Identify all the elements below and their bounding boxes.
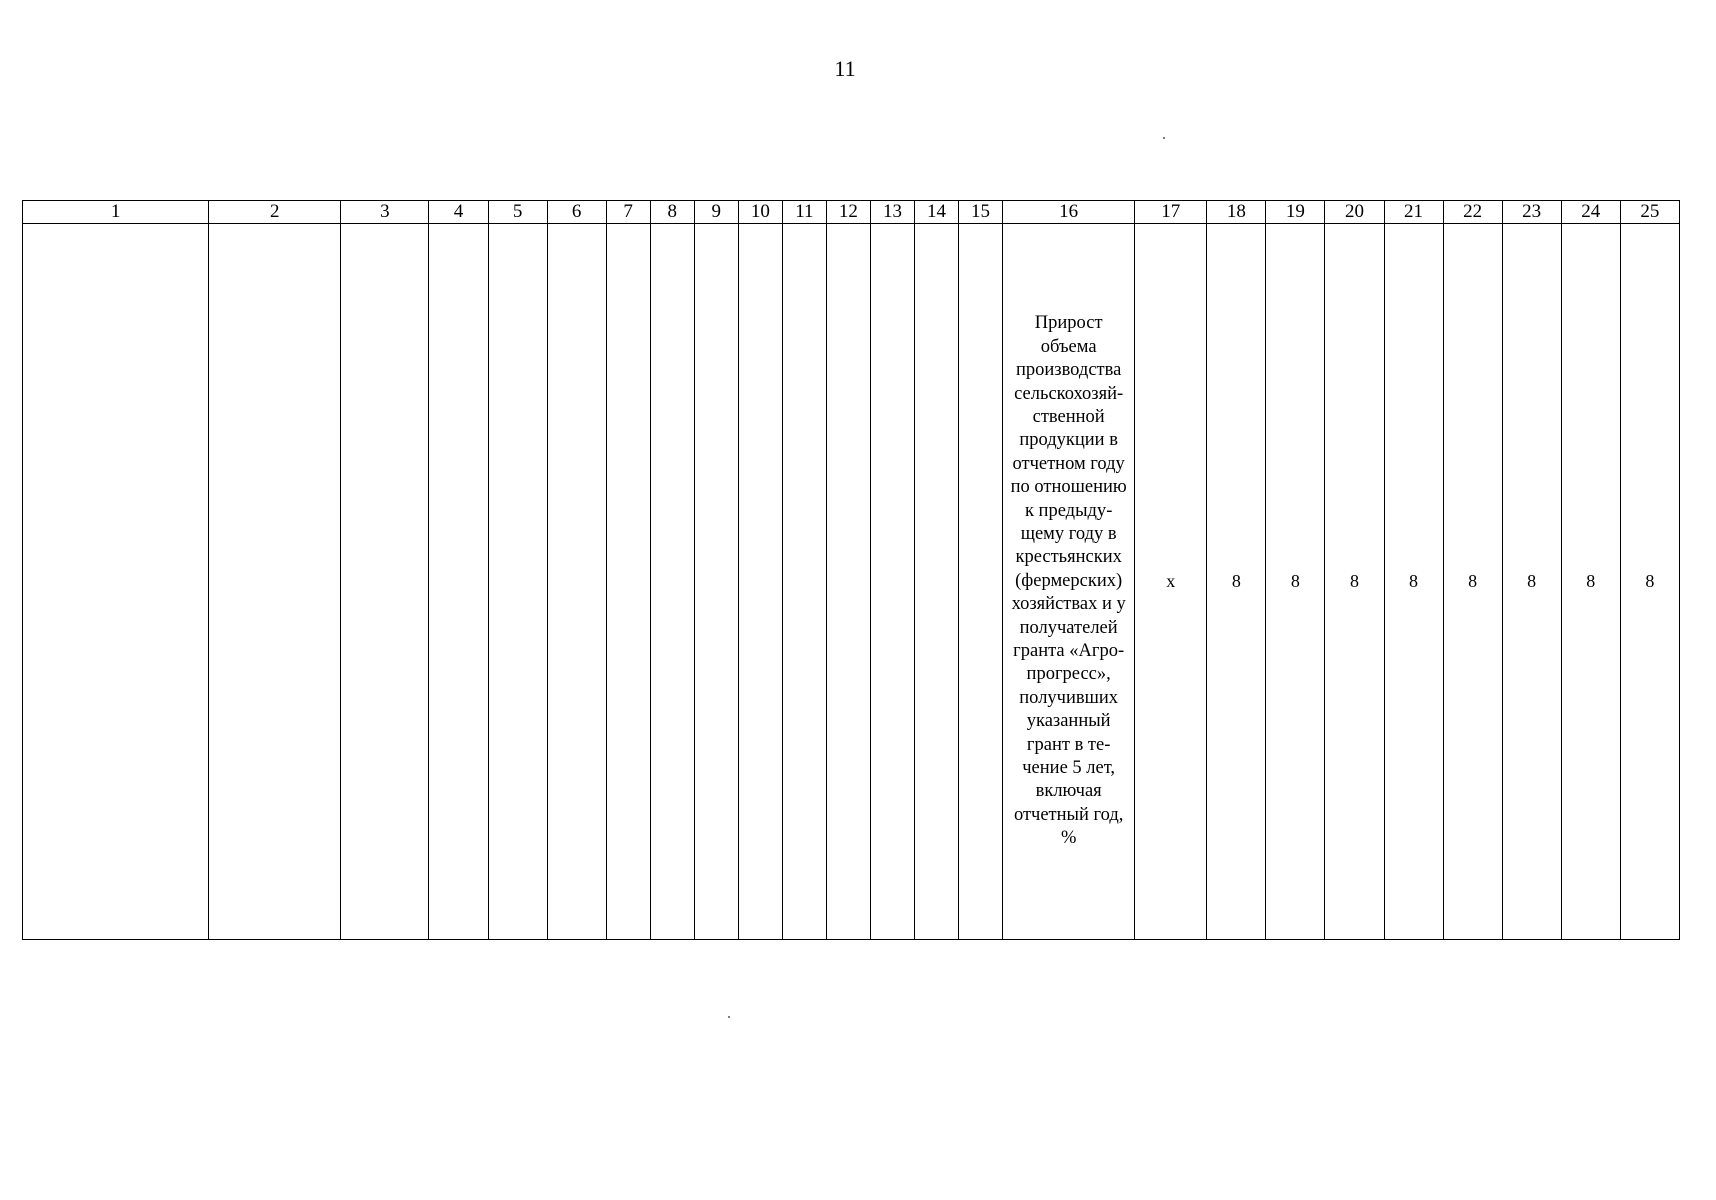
- column-header: 9: [694, 201, 738, 224]
- column-header: 23: [1502, 201, 1561, 224]
- column-header: 5: [488, 201, 547, 224]
- table-cell-empty: [914, 224, 958, 940]
- cell-value: 8: [1290, 571, 1300, 591]
- indicator-description-cell: [1003, 224, 1135, 940]
- table-cell-empty: [959, 224, 1003, 940]
- column-header: 22: [1443, 201, 1502, 224]
- column-header: 7: [606, 201, 650, 224]
- table-cell-value: [1135, 224, 1207, 940]
- table-cell-value: [1384, 224, 1443, 940]
- indicator-table: [22, 200, 1680, 940]
- column-header: 4: [429, 201, 488, 224]
- table-cell-empty: [694, 224, 738, 940]
- table-cell-empty: [429, 224, 488, 940]
- column-header: 13: [870, 201, 914, 224]
- column-header: 12: [826, 201, 870, 224]
- cell-value: 8: [1409, 571, 1419, 591]
- table-cell-empty: [547, 224, 606, 940]
- table-cell-value: [1207, 224, 1266, 940]
- table-cell-empty: [738, 224, 782, 940]
- column-header: 2: [209, 201, 341, 224]
- column-header: 19: [1266, 201, 1325, 224]
- indicator-description: Прирост объема производства сельскохозяйственной продукции в отчетном году по отношению к предыдущему году в крестьянских (фермерских) хозяйствах и у получателей гранта «Агропрогресс», получивших указанный грант в течение 5 лет, включая отчетный год, %: [1010, 313, 1127, 849]
- table-cell-empty: [826, 224, 870, 940]
- cell-value: 8: [1527, 571, 1537, 591]
- table-cell-value: [1561, 224, 1620, 940]
- table-cell-value: [1502, 224, 1561, 940]
- column-header: 25: [1620, 201, 1679, 224]
- column-header: 14: [914, 201, 958, 224]
- table-cell-empty: [341, 224, 429, 940]
- table-cell-empty: [782, 224, 826, 940]
- cell-value: 8: [1231, 571, 1241, 591]
- table-cell-value: [1443, 224, 1502, 940]
- table-cell-empty: [209, 224, 341, 940]
- table-row: [23, 224, 1680, 940]
- table-cell-empty: [606, 224, 650, 940]
- column-number-row: [23, 201, 1680, 224]
- column-header: 15: [959, 201, 1003, 224]
- column-header: 16: [1003, 201, 1135, 224]
- column-header: 20: [1325, 201, 1384, 224]
- table-cell-value: [1325, 224, 1384, 940]
- column-header: 8: [650, 201, 694, 224]
- column-header: 21: [1384, 201, 1443, 224]
- cell-value: 8: [1468, 571, 1478, 591]
- table-cell-empty: [488, 224, 547, 940]
- scan-speck: [1163, 137, 1165, 139]
- table-cell-value: [1620, 224, 1679, 940]
- column-header: 24: [1561, 201, 1620, 224]
- table-cell-value: [1266, 224, 1325, 940]
- column-header: 10: [738, 201, 782, 224]
- page-number: 11: [834, 56, 856, 81]
- column-header: 1: [23, 201, 209, 224]
- column-header: 17: [1135, 201, 1207, 224]
- column-header: 3: [341, 201, 429, 224]
- cell-value: 8: [1349, 571, 1359, 591]
- scan-speck: [728, 1016, 730, 1018]
- table-cell-empty: [23, 224, 209, 940]
- cell-value: 8: [1645, 571, 1655, 591]
- table-cell-empty: [870, 224, 914, 940]
- table-cell-empty: [650, 224, 694, 940]
- column-header: 18: [1207, 201, 1266, 224]
- cell-value: x: [1166, 571, 1176, 591]
- column-header: 11: [782, 201, 826, 224]
- column-header: 6: [547, 201, 606, 224]
- cell-value: 8: [1586, 571, 1596, 591]
